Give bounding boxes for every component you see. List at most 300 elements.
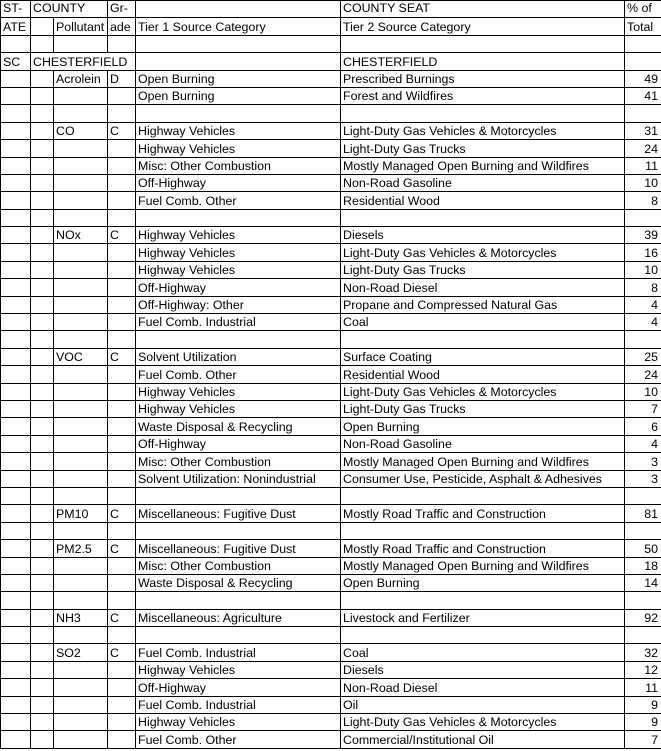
- tier2-cell: Commercial/Institutional Oil: [341, 731, 625, 748]
- table-row: [1, 348, 661, 365]
- empty-cell: [31, 418, 54, 435]
- empty-cell: [1, 487, 31, 504]
- empty-cell: [625, 627, 661, 644]
- tier1-cell: Miscellaneous: Agriculture: [136, 609, 341, 626]
- header-grade-1: Gr-: [108, 1, 136, 18]
- tier1-cell: Highway Vehicles: [136, 383, 341, 400]
- empty-cell: [1, 35, 31, 52]
- table-row: [1, 453, 661, 470]
- pollutant-cell: [54, 366, 108, 383]
- empty-cell: [108, 627, 136, 644]
- pollutant-cell: [54, 453, 108, 470]
- empty-cell: [31, 105, 54, 122]
- empty-cell: [341, 105, 625, 122]
- empty-cell: [31, 157, 54, 174]
- empty-cell: [625, 209, 661, 226]
- header-row-1: [1, 1, 661, 18]
- grade-cell: C: [108, 644, 136, 661]
- empty-cell: [1, 87, 31, 104]
- tier2-cell: Light-Duty Gas Vehicles & Motorcycles: [341, 383, 625, 400]
- pollutant-cell: [54, 279, 108, 296]
- tier1-cell: Off-Highway: [136, 435, 341, 452]
- table-row: [1, 644, 661, 661]
- tier1-cell: Solvent Utilization: Nonindustrial: [136, 470, 341, 487]
- pollutant-cell: [54, 435, 108, 452]
- table-row: [1, 70, 661, 87]
- header-row-2: [1, 18, 661, 35]
- tier1-cell: Miscellaneous: Fugitive Dust: [136, 505, 341, 522]
- tier2-cell: Light-Duty Gas Trucks: [341, 140, 625, 157]
- empty-cell: [1, 314, 31, 331]
- empty-cell: [31, 70, 54, 87]
- table-row: [1, 227, 661, 244]
- empty-cell: [31, 627, 54, 644]
- tier2-cell: Consumer Use, Pesticide, Asphalt & Adhesives: [341, 470, 625, 487]
- table-row: [1, 244, 661, 261]
- empty-cell: [31, 470, 54, 487]
- tier2-cell: Non-Road Diesel: [341, 679, 625, 696]
- tier2-cell: Diesels: [341, 227, 625, 244]
- table-row: [1, 505, 661, 522]
- pct-cell: 49: [625, 70, 661, 87]
- grade-cell: C: [108, 122, 136, 139]
- tier1-cell: Waste Disposal & Recycling: [136, 418, 341, 435]
- header-state-2: ATE: [1, 18, 31, 35]
- grade-cell: [108, 192, 136, 209]
- spacer-row: [1, 592, 661, 609]
- pollutant-cell: [54, 557, 108, 574]
- table-row: [1, 470, 661, 487]
- county-cell: CHESTERFIELD: [31, 53, 136, 70]
- pollutant-cell: [54, 574, 108, 591]
- header-total: Total: [625, 18, 661, 35]
- empty-cell: [1, 157, 31, 174]
- table-row: [1, 714, 661, 731]
- spacer-row: [1, 487, 661, 504]
- table-row: [1, 383, 661, 400]
- empty-cell: [1, 505, 31, 522]
- empty-cell: [31, 261, 54, 278]
- tier1-cell: Misc: Other Combustion: [136, 453, 341, 470]
- grade-cell: [108, 661, 136, 678]
- empty-cell: [341, 627, 625, 644]
- header-county: COUNTY: [31, 1, 108, 18]
- pollutant-cell: [54, 296, 108, 313]
- pct-cell: 7: [625, 400, 661, 417]
- empty-cell: [136, 592, 341, 609]
- header-tier2: Tier 2 Source Category: [341, 18, 625, 35]
- empty-cell: [31, 661, 54, 678]
- empty-cell: [1, 470, 31, 487]
- empty-cell: [1, 731, 31, 748]
- header-tier1: Tier 1 Source Category: [136, 18, 341, 35]
- empty-cell: [31, 435, 54, 452]
- empty-cell: [1, 279, 31, 296]
- pollutant-cell: [54, 470, 108, 487]
- tier2-cell: Mostly Managed Open Burning and Wildfires: [341, 557, 625, 574]
- empty-cell: [108, 331, 136, 348]
- table-row: [1, 418, 661, 435]
- grade-cell: [108, 296, 136, 313]
- grade-cell: [108, 244, 136, 261]
- empty-cell: [1, 540, 31, 557]
- empty-cell: [31, 174, 54, 191]
- grade-cell: [108, 383, 136, 400]
- empty-cell: [1, 435, 31, 452]
- empty-cell: [1, 70, 31, 87]
- empty-cell: [31, 453, 54, 470]
- pct-cell: 4: [625, 435, 661, 452]
- empty-cell: [1, 714, 31, 731]
- pct-cell: 4: [625, 296, 661, 313]
- table-row: [1, 296, 661, 313]
- empty-cell: [108, 209, 136, 226]
- header-county-2: [31, 18, 54, 35]
- pollutant-cell: [54, 714, 108, 731]
- pct-cell: 12: [625, 661, 661, 678]
- tier1-cell: Highway Vehicles: [136, 244, 341, 261]
- tier2-cell: Light-Duty Gas Vehicles & Motorcycles: [341, 244, 625, 261]
- pct-cell: 4: [625, 314, 661, 331]
- empty-cell: [625, 522, 661, 539]
- empty-cell: [31, 540, 54, 557]
- empty-cell: [54, 487, 108, 504]
- grade-cell: [108, 557, 136, 574]
- empty-cell: [54, 35, 108, 52]
- table-row: [1, 314, 661, 331]
- empty-cell: [54, 592, 108, 609]
- empty-cell: [1, 627, 31, 644]
- empty-cell: [31, 731, 54, 748]
- table-body: [1, 1, 661, 749]
- pct-cell: 6: [625, 418, 661, 435]
- empty-cell: [31, 679, 54, 696]
- tier1-cell: Misc: Other Combustion: [136, 157, 341, 174]
- pollutant-cell: [54, 418, 108, 435]
- tier2-cell: Prescribed Burnings: [341, 70, 625, 87]
- empty-cell: [1, 244, 31, 261]
- empty-cell: [1, 609, 31, 626]
- tier2-cell: Surface Coating: [341, 348, 625, 365]
- empty-cell: [1, 140, 31, 157]
- grade-cell: [108, 453, 136, 470]
- pct-cell: 92: [625, 609, 661, 626]
- pollutant-cell: [54, 244, 108, 261]
- empty-cell: [31, 348, 54, 365]
- empty-cell: [54, 209, 108, 226]
- empty-cell: [1, 296, 31, 313]
- tier1-cell: Miscellaneous: Fugitive Dust: [136, 540, 341, 557]
- empty-cell: [625, 105, 661, 122]
- empty-cell: [1, 209, 31, 226]
- tier2-cell: Diesels: [341, 661, 625, 678]
- tier2-cell: Forest and Wildfires: [341, 87, 625, 104]
- empty-cell: [1, 366, 31, 383]
- pct-cell: 9: [625, 714, 661, 731]
- empty-cell: [136, 331, 341, 348]
- empty-cell: [54, 105, 108, 122]
- empty-cell: [1, 453, 31, 470]
- empty-cell: [31, 331, 54, 348]
- tier1-cell: Off-Highway: [136, 279, 341, 296]
- tier2-cell: Coal: [341, 644, 625, 661]
- pollutant-cell: PM2.5: [54, 540, 108, 557]
- pollutant-cell: [54, 400, 108, 417]
- tier1-cell: Open Burning: [136, 70, 341, 87]
- empty-cell: [31, 609, 54, 626]
- grade-cell: [108, 714, 136, 731]
- tier2-cell: Light-Duty Gas Trucks: [341, 261, 625, 278]
- table-row: [1, 400, 661, 417]
- pct-cell: 8: [625, 192, 661, 209]
- empty-cell: [341, 209, 625, 226]
- grade-cell: C: [108, 348, 136, 365]
- pct-cell: 14: [625, 574, 661, 591]
- empty-cell: [1, 331, 31, 348]
- header-grade-2: ade: [108, 18, 136, 35]
- tier1-cell: Off-Highway: Other: [136, 296, 341, 313]
- pct-cell: 3: [625, 453, 661, 470]
- county-seat-cell: CHESTERFIELD: [341, 53, 625, 70]
- empty-cell: [31, 192, 54, 209]
- empty-cell: [136, 53, 341, 70]
- grade-cell: [108, 435, 136, 452]
- empty-cell: [31, 383, 54, 400]
- table-row: [1, 661, 661, 678]
- grade-cell: [108, 400, 136, 417]
- pollutant-cell: VOC: [54, 348, 108, 365]
- empty-cell: [108, 522, 136, 539]
- pollutant-cell: [54, 696, 108, 713]
- pct-cell: 7: [625, 731, 661, 748]
- grade-cell: C: [108, 609, 136, 626]
- pollutant-cell: [54, 383, 108, 400]
- empty-cell: [1, 174, 31, 191]
- tier1-cell: Highway Vehicles: [136, 140, 341, 157]
- empty-cell: [31, 279, 54, 296]
- tier1-cell: Fuel Comb. Other: [136, 731, 341, 748]
- empty-cell: [1, 418, 31, 435]
- empty-cell: [31, 366, 54, 383]
- empty-cell: [136, 522, 341, 539]
- tier1-cell: Solvent Utilization: [136, 348, 341, 365]
- pollutant-cell: [54, 731, 108, 748]
- pct-cell: 10: [625, 261, 661, 278]
- table-row: [1, 261, 661, 278]
- empty-cell: [54, 522, 108, 539]
- table-row: [1, 609, 661, 626]
- pct-cell: 31: [625, 122, 661, 139]
- empty-cell: [31, 314, 54, 331]
- empty-cell: [136, 209, 341, 226]
- table-row: [1, 366, 661, 383]
- pct-cell: 8: [625, 279, 661, 296]
- header-pct-1: % of: [625, 1, 661, 18]
- empty-cell: [31, 122, 54, 139]
- empty-cell: [1, 679, 31, 696]
- empty-cell: [31, 696, 54, 713]
- grade-cell: [108, 366, 136, 383]
- empty-cell: [31, 209, 54, 226]
- tier2-cell: Non-Road Gasoline: [341, 174, 625, 191]
- grade-cell: [108, 314, 136, 331]
- empty-cell: [31, 522, 54, 539]
- state-cell: SC: [1, 53, 31, 70]
- tier1-cell: Fuel Comb. Industrial: [136, 696, 341, 713]
- tier1-cell: Open Burning: [136, 87, 341, 104]
- tier1-cell: Misc: Other Combustion: [136, 557, 341, 574]
- header-county-seat: COUNTY SEAT: [341, 1, 625, 18]
- table-row: [1, 696, 661, 713]
- empty-cell: [1, 400, 31, 417]
- tier2-cell: Non-Road Diesel: [341, 279, 625, 296]
- empty-cell: [31, 644, 54, 661]
- grade-cell: [108, 470, 136, 487]
- pollutant-cell: [54, 87, 108, 104]
- tier1-cell: Off-Highway: [136, 679, 341, 696]
- grade-cell: [108, 574, 136, 591]
- table-row: [1, 157, 661, 174]
- tier1-cell: Highway Vehicles: [136, 714, 341, 731]
- tier1-cell: Fuel Comb. Industrial: [136, 314, 341, 331]
- pct-cell: 3: [625, 470, 661, 487]
- spacer-row: [1, 331, 661, 348]
- tier2-cell: Light-Duty Gas Trucks: [341, 400, 625, 417]
- spacer-row: [1, 105, 661, 122]
- pct-cell: 24: [625, 140, 661, 157]
- empty-cell: [1, 383, 31, 400]
- tier2-cell: Open Burning: [341, 418, 625, 435]
- header-blank: [136, 1, 341, 18]
- empty-cell: [108, 35, 136, 52]
- header-pollutant: Pollutant: [54, 18, 108, 35]
- tier2-cell: Mostly Managed Open Burning and Wildfires: [341, 157, 625, 174]
- empty-cell: [31, 714, 54, 731]
- empty-cell: [31, 87, 54, 104]
- spacer-row: [1, 209, 661, 226]
- empty-cell: [625, 53, 661, 70]
- table-row: [1, 557, 661, 574]
- spacer-row: [1, 627, 661, 644]
- pollutant-cell: [54, 157, 108, 174]
- pollutant-cell: PM10: [54, 505, 108, 522]
- pollutant-cell: [54, 679, 108, 696]
- empty-cell: [31, 557, 54, 574]
- pct-cell: 11: [625, 679, 661, 696]
- tier1-cell: Fuel Comb. Industrial: [136, 644, 341, 661]
- pct-cell: 25: [625, 348, 661, 365]
- grade-cell: [108, 731, 136, 748]
- header-state-1: ST-: [1, 1, 31, 18]
- pct-cell: 10: [625, 174, 661, 191]
- pct-cell: 10: [625, 383, 661, 400]
- empty-cell: [1, 574, 31, 591]
- table-row: [1, 279, 661, 296]
- grade-cell: [108, 261, 136, 278]
- empty-cell: [31, 592, 54, 609]
- table-row: [1, 679, 661, 696]
- pollutant-cell: CO: [54, 122, 108, 139]
- empty-cell: [108, 487, 136, 504]
- tier2-cell: Light-Duty Gas Vehicles & Motorcycles: [341, 122, 625, 139]
- empty-cell: [31, 400, 54, 417]
- pollutant-cell: NOx: [54, 227, 108, 244]
- pct-cell: 18: [625, 557, 661, 574]
- empty-cell: [625, 35, 661, 52]
- empty-cell: [108, 105, 136, 122]
- tier1-cell: Waste Disposal & Recycling: [136, 574, 341, 591]
- grade-cell: D: [108, 70, 136, 87]
- empty-cell: [31, 140, 54, 157]
- empty-cell: [341, 35, 625, 52]
- table-row: [1, 192, 661, 209]
- empty-cell: [1, 192, 31, 209]
- table-row: [1, 87, 661, 104]
- empty-cell: [1, 261, 31, 278]
- tier2-cell: Light-Duty Gas Vehicles & Motorcycles: [341, 714, 625, 731]
- pct-cell: 81: [625, 505, 661, 522]
- pct-cell: 41: [625, 87, 661, 104]
- table-row: [1, 122, 661, 139]
- empty-cell: [54, 627, 108, 644]
- empty-cell: [1, 592, 31, 609]
- empty-cell: [625, 592, 661, 609]
- spacer-row: [1, 35, 661, 52]
- empty-cell: [1, 644, 31, 661]
- table-row: [1, 540, 661, 557]
- empty-cell: [1, 227, 31, 244]
- empty-cell: [1, 348, 31, 365]
- empty-cell: [31, 487, 54, 504]
- tier1-cell: Highway Vehicles: [136, 400, 341, 417]
- tier1-cell: Highway Vehicles: [136, 227, 341, 244]
- empty-cell: [1, 122, 31, 139]
- tier2-cell: Residential Wood: [341, 366, 625, 383]
- pollutant-cell: Acrolein: [54, 70, 108, 87]
- tier1-cell: Fuel Comb. Other: [136, 192, 341, 209]
- location-row: [1, 53, 661, 70]
- empty-cell: [54, 331, 108, 348]
- empty-cell: [136, 105, 341, 122]
- tier2-cell: Propane and Compressed Natural Gas: [341, 296, 625, 313]
- empty-cell: [1, 522, 31, 539]
- empty-cell: [341, 487, 625, 504]
- table-row: [1, 731, 661, 748]
- grade-cell: [108, 696, 136, 713]
- grade-cell: [108, 174, 136, 191]
- table-row: [1, 140, 661, 157]
- empty-cell: [31, 296, 54, 313]
- empty-cell: [31, 35, 54, 52]
- empty-cell: [31, 574, 54, 591]
- empty-cell: [31, 244, 54, 261]
- tier2-cell: Livestock and Fertilizer: [341, 609, 625, 626]
- empty-cell: [625, 331, 661, 348]
- pct-cell: 11: [625, 157, 661, 174]
- tier2-cell: Mostly Road Traffic and Construction: [341, 540, 625, 557]
- tier2-cell: Non-Road Gasoline: [341, 435, 625, 452]
- grade-cell: [108, 87, 136, 104]
- pct-cell: 50: [625, 540, 661, 557]
- empty-cell: [341, 522, 625, 539]
- tier1-cell: Highway Vehicles: [136, 122, 341, 139]
- tier1-cell: Fuel Comb. Other: [136, 366, 341, 383]
- grade-cell: C: [108, 227, 136, 244]
- spacer-row: [1, 522, 661, 539]
- pollutant-cell: [54, 174, 108, 191]
- empty-cell: [31, 227, 54, 244]
- empty-cell: [136, 627, 341, 644]
